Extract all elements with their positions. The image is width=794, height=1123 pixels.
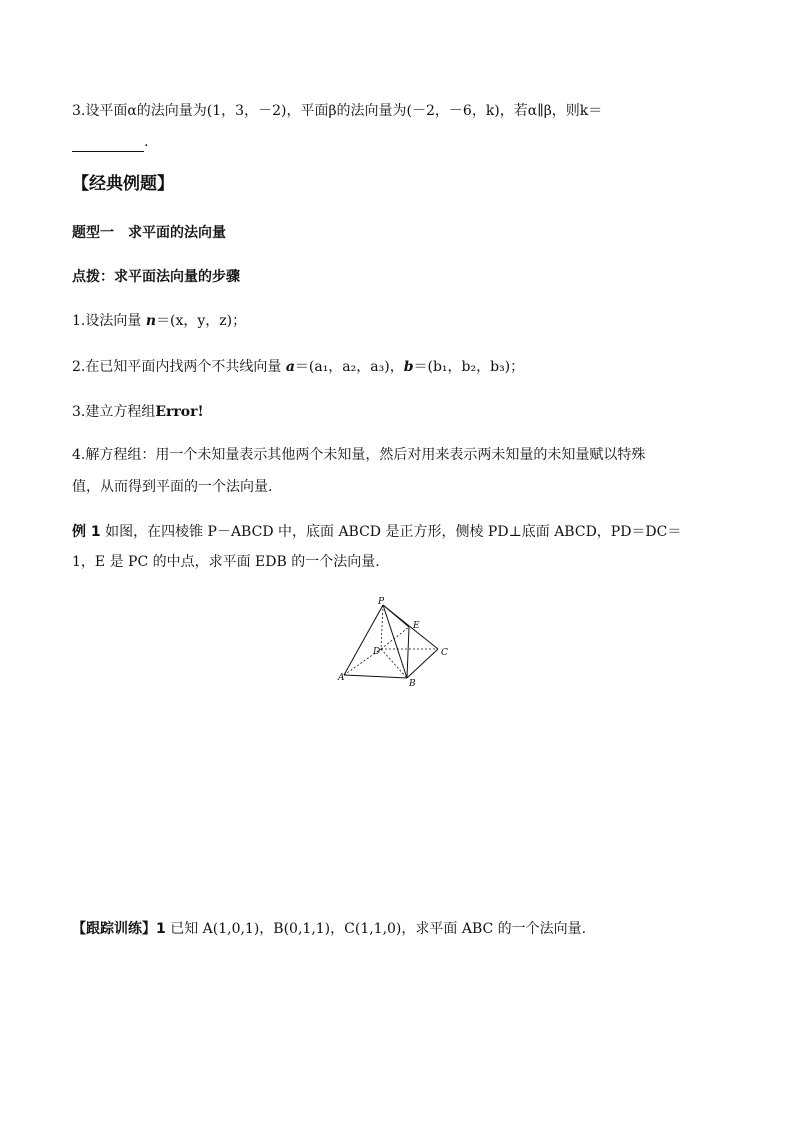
step-3 <box>72 402 204 422</box>
vector-b: b <box>403 359 414 375</box>
edge-PB <box>383 605 407 678</box>
section-title: 【经典例题】 <box>72 174 174 194</box>
edge-PA <box>344 605 383 675</box>
pyramid-figure <box>336 592 460 688</box>
question-3-text: 3.设平面α的法向量为(1，3，－2)，平面β的法向量为(－2，－6，k)，若α∥β，则k＝ <box>72 103 603 119</box>
edge-PD-hidden <box>381 605 383 649</box>
label-E: E <box>413 621 420 631</box>
vector-a: a <box>285 359 295 375</box>
label-C: C <box>441 648 448 658</box>
edge-AB <box>344 675 407 678</box>
type1-title: 题型一 求平面的法向量 <box>72 225 226 241</box>
question-3-line2 <box>72 132 148 152</box>
practice-1-text: 已知 A(1,0,1)，B(0,1,1)，C(1,1,0)，求平面 ABC 的一个法向量. <box>165 921 587 937</box>
question-3-end: . <box>144 134 149 150</box>
step-2 <box>72 357 524 377</box>
example-1-text: 如图，在四棱锥 P－ABCD 中，底面 ABCD 是正方形，侧棱 PD⊥底面 ABCD，PD＝DC＝ <box>100 524 682 540</box>
practice-1-label: 【跟踪训练】1 <box>72 921 166 937</box>
step-3-text: 3.建立方程组 <box>72 404 156 420</box>
step-1-prefix: 1.设法向量 <box>72 313 146 329</box>
label-B: B <box>409 679 416 688</box>
step-4-line2: 值，从而得到平面的一个法向量. <box>72 479 273 495</box>
question-3-line1 <box>72 101 602 121</box>
example-1-label: 例 1 <box>72 524 101 540</box>
step-1 <box>72 311 246 331</box>
answer-blank[interactable] <box>72 137 144 152</box>
edge-DE-hidden <box>381 627 409 649</box>
label-D: D <box>373 647 381 657</box>
label-A: A <box>338 673 345 683</box>
example-1-line2: 1，E 是 PC 的中点，求平面 EDB 的一个法向量. <box>72 554 380 570</box>
step-3-error: Error! <box>155 404 204 420</box>
edge-BC <box>407 649 438 678</box>
vector-a-value: ＝(a₁，a₂，a₃)， <box>294 359 404 375</box>
label-P: P <box>378 597 385 607</box>
step-4-line1: 4.解方程组：用一个未知量表示其他两个未知量，然后对用来表示两未知量的未知量赋以特殊 <box>72 447 646 463</box>
edge-EB <box>407 627 409 678</box>
tip-title: 点拨：求平面法向量的步骤 <box>72 269 240 285</box>
step-2-prefix: 2.在已知平面内找两个不共线向量 <box>72 359 286 375</box>
example-1-line1 <box>72 522 681 542</box>
edge-DB-hidden <box>381 649 407 678</box>
vector-b-value: ＝(b₁，b₂，b₃)； <box>413 359 525 375</box>
practice-1 <box>72 919 586 939</box>
step-1-rest: ＝(x，y，z)； <box>156 313 247 329</box>
vector-n: n <box>145 313 156 329</box>
